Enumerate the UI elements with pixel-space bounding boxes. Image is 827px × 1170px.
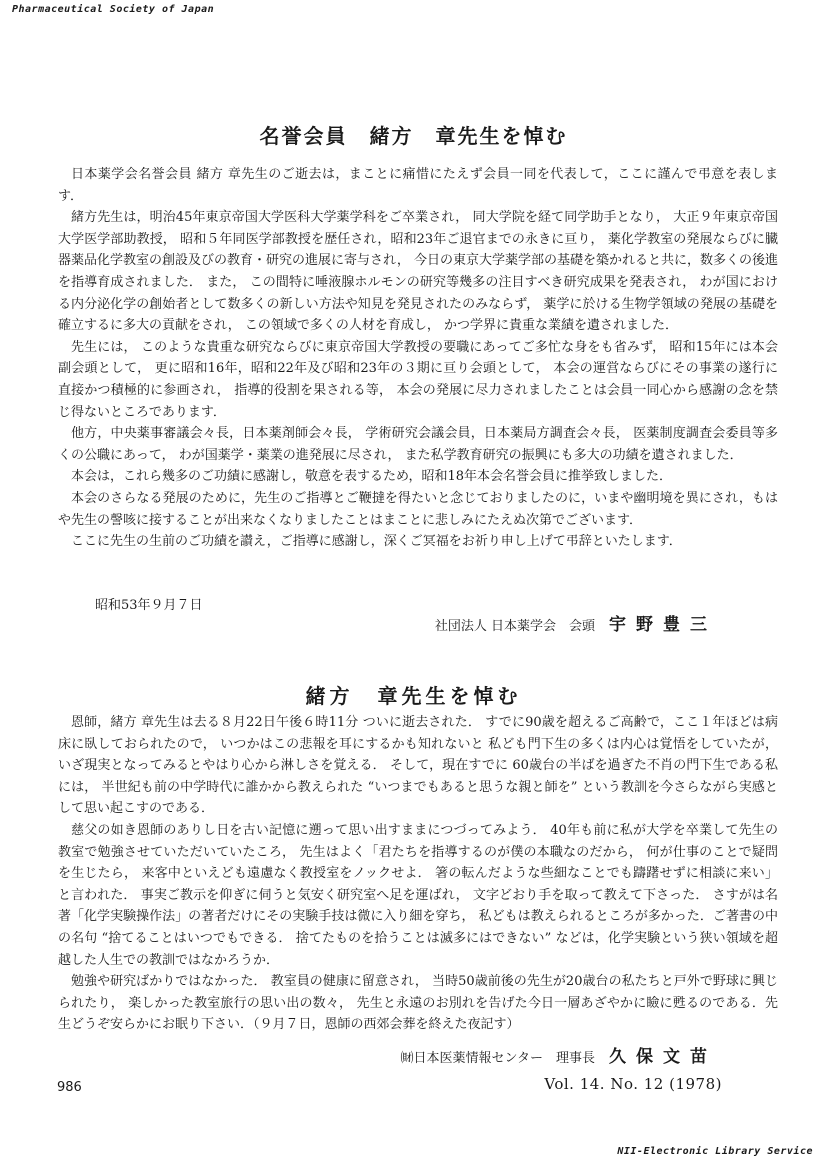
article1-title: 名誉会員 緒方 章先生を悼む [259,124,568,148]
page-number: 986 [57,1080,82,1095]
article1-paragraph: 本会のさらなる発展のために，先生のご指導とご鞭撻を得たいと念じておりましたのに，いまや幽明境を異にされ，もはや先生の謦咳に接することが出来なくなりましたことはまことに悲しみにたえぬ次第でございます． [58,490,778,528]
article1-paragraph: 緒方先生は，明治45年東京帝国大学医科大学薬学科をご卒業され， 同大学院を経て同学助手となり， 大正９年東京帝国大学医学部助教授， 昭和５年同医学部教授を歴任され，昭和23年ご退官までの永きに亘り， 薬化学教室の発展ならびに臓器薬品化学教室の創設及びの教育・研究の進展に寄与され， 今日の東京大学薬学部の基礎を築かれると共に，数多くの後進を指導育成されました． また， この間特に唾液腺ホルモンの研究等幾多の注目すべき研究成果を発表され， わが国における内分泌化学の創始者として数多くの新しい方法や知見を発見されたのみならず， 薬学に於ける生物学領域の発展の基礎を確立するに多大の貢献をされ， この領域で多くの人材を育成し， かつ学界に貴重な業績を遺されました． [58,210,778,334]
article2-body [58,712,778,1036]
article1-paragraph: 他方，中央薬事審議会々長，日本薬剤師会々長， 学術研究会議会員，日本薬局方調査会々長， 医薬制度調査会委員等多くの公職にあって， わが国薬学・薬業の進発展に尽され， また私学教育研究の振興にも多大の功績を遺されました． [58,426,778,463]
article1-body [58,164,778,553]
article1-paragraph: 先生には， このような貴重な研究ならびに東京帝国大学教授の要職にあってご多忙な身をも省みず， 昭和15年には本会副会頭として， 更に昭和16年，昭和22年及び昭和23年の３期に亘り会頭として， 本会の運営ならびにその事業の遂行に直接かつ積極的に参画され， 指導的役割を果される等， 本会の発展に尽力されましたことは会員一同心から感謝の念を禁じ得ないところであります． [58,339,778,420]
article1-signature [435,610,717,635]
article2-paragraph: 恩師，緒方 章先生は去る８月22日午後６時11分 ついに逝去された． すでに90歳を超えるご高齢で，ここ１年ほどは病床に臥しておられたので， いつかはこの悲報を耳にするかも知れないと 私ども門下生の多くは内心は覚悟をしていたが，いざ現実となってみるとやはり心から淋しさを覚える． そして，現在すでに 60歳台の半ばを過ぎた不肖の門下生である私には， 半世紀も前の中学時代に誰かから教えられた “いつまでもあると思うな親と師を” という教訓を今さらながら実感として思い起こすのである． [58,715,778,817]
article2-signature [401,1042,717,1067]
signature-organization: ㈶日本医薬情報センター 理事長 [400,1051,595,1066]
article1-date: 昭和53年９月７日 [95,598,203,613]
article1-paragraph: 日本薬学会名誉会員 緒方 章先生のご逝去は，まことに痛惜にたえず会員一同を代表して，ここに謹んで弔意を表します． [58,167,778,204]
article1-paragraph: ここに先生の生前のご功績を讃え，ご指導に感謝し，深くご冥福をお祈り申し上げて弔辞といたします． [71,534,682,550]
article2-paragraph: 勉強や研究ばかりではなかった． 教室員の健康に留意され， 当時50歳前後の先生が20歳台の私たちと戸外で野球に興じられたり， 楽しかった教室旅行の思い出の数々， 先生と永遠のお別れを告げた今日一層あざやかに瞼に甦るのである．先生どうぞ安らかにお眠り下さい．（９月７日，恩師の西郊会葬を終えた夜記す） [58,974,778,1033]
article2-title: 緒方 章先生を悼む [305,684,522,708]
signature-name: 宇野豊三 [609,615,717,635]
library-service-footer: NII-Electronic Library Service [617,1146,813,1157]
article2-paragraph: 慈父の如き恩師のありし日を古い記憶に遡って思い出すままにつづってみよう． 40年も前に私が大学を卒業して先生の教室で勉強させていただいていたころ， 先生はよく「君たちを指導するのが僕の本職なのだから， 何が仕事のことで疑問を生じたら， 来客中といえども遠慮なく教授室をノックせよ． 箸の転んだような些細なことでも躊躇せずに相談に来い」と言われた． 事実ご教示を仰ぎに伺うと気安く研究室へ足を運ばれ， 文字どおり手を取って教えて下さった． さすがは名著「化学実験操作法」の著者だけにその実験手技は微に入り細を穿ち， 私どもは教えられるところが多かった．ご著書の中の名句 “捨てることはいつでもできる． 捨てたものを拾うことは滅多にはできない” などは，化学実験という狭い領域を超越した人生での教訓ではなかろうか． [58,822,778,968]
volume-info: Vol. 14. No. 12 (1978) [544,1075,722,1093]
article1-paragraph: 本会は，これら幾多のご功績に感謝し，敬意を表するため，昭和18年本会名誉会員に推挙致しました． [71,469,673,485]
signature-name: 久保文苗 [609,1047,717,1067]
society-header: Pharmaceutical Society of Japan [12,4,215,15]
signature-organization: 社団法人 日本薬学会 会頭 [434,619,595,634]
